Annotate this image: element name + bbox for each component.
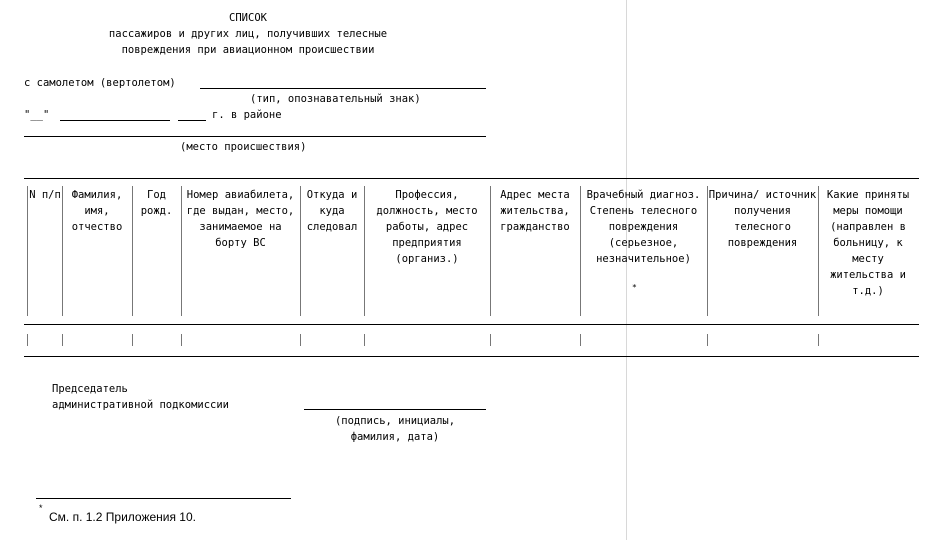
row-separator bbox=[300, 334, 301, 346]
footnote-rule bbox=[36, 498, 291, 499]
date-year-line[interactable] bbox=[178, 120, 206, 121]
aircraft-label: с самолетом (вертолетом) bbox=[24, 77, 176, 89]
signature-role-line1: Председатель bbox=[52, 383, 128, 395]
signature-hint-line2: фамилия, дата) bbox=[350, 431, 440, 443]
row-separator bbox=[27, 334, 28, 346]
column-header-number: N п/п bbox=[29, 189, 61, 201]
column-header-diagnosis: Врачебный диагноз. Степень телесного повреждения (серьезное, незначительное) bbox=[586, 189, 701, 265]
row-separator bbox=[62, 334, 63, 346]
column-header-route: Откуда и куда следовал bbox=[306, 189, 358, 233]
column-header-occupation: Профессия, должность, место работы, адрес предприятия (организ.) bbox=[376, 189, 478, 265]
row-separator bbox=[132, 334, 133, 346]
page-edge-divider bbox=[626, 0, 627, 540]
place-fill-line[interactable] bbox=[24, 136, 486, 137]
date-day-quote: "__" bbox=[24, 109, 50, 121]
document-title-line2: повреждения при авиационном происшествии bbox=[121, 44, 375, 56]
signature-role-line2: административной подкомиссии bbox=[52, 399, 230, 411]
column-header-injury-cause: Причина/ источник получения телесного повреждения bbox=[708, 189, 817, 249]
row-separator bbox=[490, 334, 491, 346]
diagnosis-footnote-mark: * bbox=[632, 283, 637, 292]
row-separator bbox=[707, 334, 708, 346]
column-header-fullname: Фамилия, имя, отчество bbox=[71, 189, 123, 233]
footnote-text: См. п. 1.2 Приложения 10. bbox=[49, 510, 196, 524]
column-header-ticket: Номер авиабилета, где выдан, место, занимаемое на борту ВС bbox=[186, 189, 295, 249]
place-hint: (место происшествия) bbox=[180, 141, 307, 153]
signature-fill-line[interactable] bbox=[304, 409, 486, 410]
document-title-line1: пассажиров и других лиц, получивших телесные bbox=[108, 28, 388, 40]
row-separator bbox=[181, 334, 182, 346]
row-separator bbox=[818, 334, 819, 346]
table-row-bottom-rule bbox=[24, 356, 919, 357]
column-header-assistance: Какие приняты меры помощи (направлен в больницу, к месту жительства и т.д.) bbox=[826, 189, 910, 297]
table-header-bottom-rule bbox=[24, 324, 919, 325]
year-region-label: г. в районе bbox=[212, 109, 282, 121]
column-header-address: Адрес места жительства, гражданство bbox=[500, 189, 570, 233]
document-heading: СПИСОК bbox=[229, 12, 267, 24]
column-separator bbox=[27, 186, 28, 316]
signature-hint-line1: (подпись, инициалы, bbox=[334, 415, 456, 427]
table-top-rule bbox=[24, 178, 919, 179]
row-separator bbox=[580, 334, 581, 346]
column-header-birth-year: Год рожд. bbox=[140, 189, 173, 217]
aircraft-fill-line[interactable] bbox=[200, 88, 486, 89]
row-separator bbox=[364, 334, 365, 346]
aircraft-hint: (тип, опознавательный знак) bbox=[250, 93, 421, 105]
date-month-line[interactable] bbox=[60, 120, 170, 121]
footnote-mark: * bbox=[39, 503, 43, 513]
